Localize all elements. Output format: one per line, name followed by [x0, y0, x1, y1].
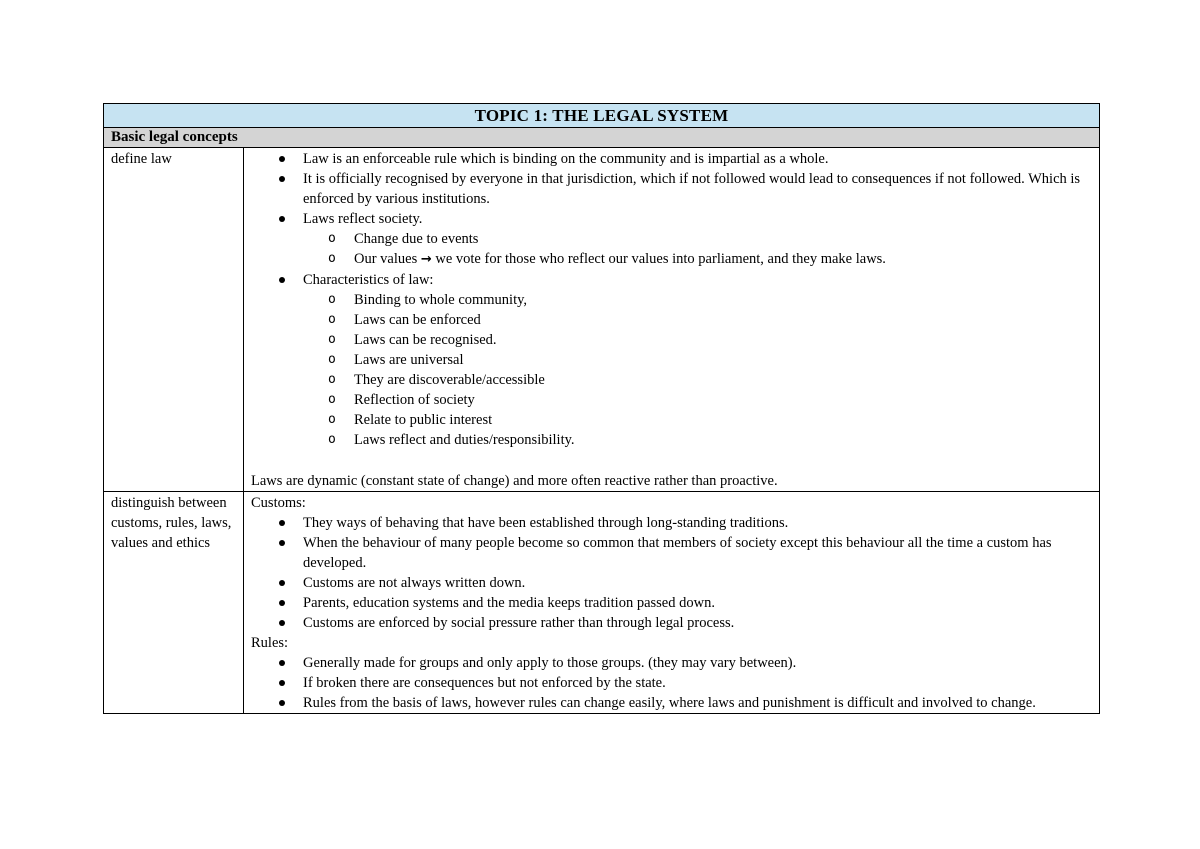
sub-list-item: o Laws are universal	[354, 350, 1092, 370]
list-item: Rules from the basis of laws, however rules can change easily, where laws and punishment is difficult and involved to change.	[303, 693, 1092, 713]
section-heading: Basic legal concepts	[104, 128, 1100, 148]
arrow-right-icon: →	[420, 252, 432, 267]
section-row	[104, 128, 1100, 148]
list-item-text: Characteristics of law:	[303, 272, 434, 288]
sub-list-item	[354, 249, 1092, 270]
list-item: If broken there are consequences but not enforced by the state.	[303, 673, 1092, 693]
table-row	[104, 148, 1100, 492]
row-label: distinguish between customs, rules, laws, values and ethics	[104, 492, 244, 714]
sub-list-item: o They are discoverable/accessible	[354, 370, 1092, 390]
row-label: define law	[104, 148, 244, 492]
list-item: When the behaviour of many people become so common that members of society except this behaviour all the time a custom has developed.	[303, 533, 1092, 573]
table-row	[104, 492, 1100, 714]
sub-list-item: o Binding to whole community,	[354, 290, 1092, 310]
sub-list-item-text: Our values	[354, 251, 418, 267]
list-item-text: Laws reflect society.	[303, 211, 423, 227]
title-row	[104, 104, 1100, 128]
row-content	[244, 148, 1100, 492]
customs-heading: Customs:	[251, 495, 306, 511]
list-item: It is officially recognised by everyone in that jurisdiction, which if not followed would lead to consequences if not followed. Which is enforced by various institutions.	[303, 169, 1092, 209]
bullet-list	[251, 653, 1092, 713]
sub-list	[303, 290, 1092, 450]
sub-list-item: o Reflection of society	[354, 390, 1092, 410]
sub-list-item: o Laws can be enforced	[354, 310, 1092, 330]
list-item	[303, 209, 1092, 270]
blank-line	[251, 450, 1092, 471]
bullet-list	[251, 513, 1092, 633]
sub-list-item: o Laws can be recognised.	[354, 330, 1092, 350]
document-title: TOPIC 1: THE LEGAL SYSTEM	[104, 104, 1100, 128]
sub-list-item-text: we vote for those who reflect our values into parliament, and they make laws.	[435, 251, 886, 267]
row-content	[244, 492, 1100, 714]
sub-list	[303, 229, 1092, 270]
list-item: They ways of behaving that have been established through long-standing traditions.	[303, 513, 1092, 533]
sub-list-item: o Change due to events	[354, 229, 1092, 249]
sub-list-item: o Relate to public interest	[354, 410, 1092, 430]
bullet-list	[251, 149, 1092, 450]
notes-table	[103, 103, 1100, 714]
list-item: Law is an enforceable rule which is binding on the community and is impartial as a whole.	[303, 149, 1092, 169]
list-item: Generally made for groups and only apply to those groups. (they may vary between).	[303, 653, 1092, 673]
list-item: Parents, education systems and the media keeps tradition passed down.	[303, 593, 1092, 613]
sub-list-item: o Laws reflect and duties/responsibility.	[354, 430, 1092, 450]
list-item: Customs are not always written down.	[303, 573, 1092, 593]
list-item: Customs are enforced by social pressure rather than through legal process.	[303, 613, 1092, 633]
closing-paragraph: Laws are dynamic (constant state of change) and more often reactive rather than proactive.	[251, 473, 778, 489]
rules-heading: Rules:	[251, 635, 289, 651]
list-item	[303, 270, 1092, 450]
